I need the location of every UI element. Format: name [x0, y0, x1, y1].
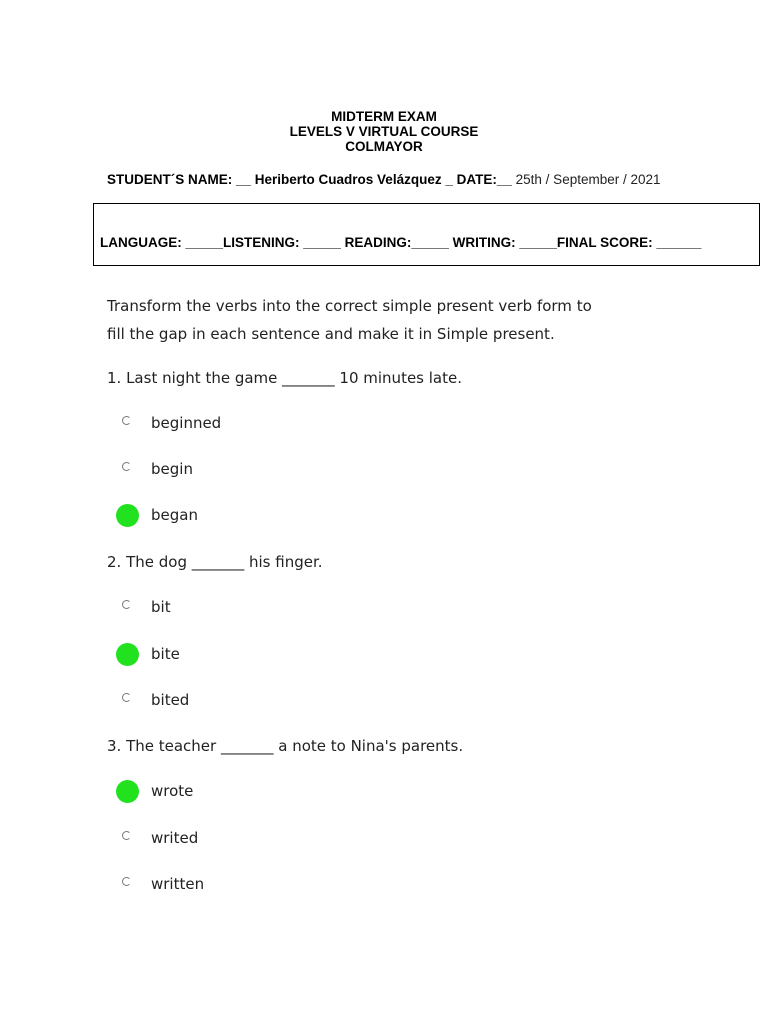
option-label: began [151, 506, 198, 524]
radio-button[interactable] [122, 416, 131, 425]
score-box [93, 203, 760, 266]
option-q3-a[interactable] [118, 782, 338, 808]
radio-button[interactable] [116, 504, 139, 527]
option-q1-b[interactable] [118, 460, 338, 486]
question-2-text: 2. The dog _______ his finger. [107, 553, 323, 571]
student-name-label: STUDENT´S NAME: __ [107, 172, 252, 187]
radio-button[interactable] [122, 831, 131, 840]
instructions-line-1: Transform the verbs into the correct simple present verb form to [107, 297, 592, 315]
option-label: wrote [151, 782, 194, 800]
date-label: _ DATE:__ [445, 172, 512, 187]
score-fields: LANGUAGE: _____LISTENING: _____ READING:_____ WRITING: _____FINAL SCORE: ______ [100, 235, 702, 250]
course-title: LEVELS V VIRTUAL COURSE [289, 124, 479, 139]
exam-title: MIDTERM EXAM [331, 109, 437, 124]
date-value: 25th / September / 2021 [515, 172, 661, 187]
radio-button[interactable] [122, 877, 131, 886]
option-label: bite [151, 645, 180, 663]
option-q3-c[interactable] [118, 875, 338, 901]
option-q2-c[interactable] [118, 691, 338, 717]
instructions-line-2: fill the gap in each sentence and make it in Simple present. [107, 325, 555, 343]
question-1-text: 1. Last night the game _______ 10 minutes late. [107, 369, 462, 387]
option-q2-a[interactable] [118, 598, 338, 624]
option-label: begin [151, 460, 193, 478]
radio-button[interactable] [122, 693, 131, 702]
option-q2-b[interactable] [118, 645, 338, 671]
radio-button[interactable] [116, 643, 139, 666]
option-label: bited [151, 691, 190, 709]
radio-button[interactable] [122, 462, 131, 471]
institution-title: COLMAYOR [345, 139, 423, 154]
question-3-text: 3. The teacher _______ a note to Nina's parents. [107, 737, 464, 755]
option-label: beginned [151, 414, 222, 432]
student-info-row [107, 172, 661, 187]
option-label: writed [151, 829, 199, 847]
instructions [107, 292, 707, 348]
option-label: written [151, 875, 205, 893]
radio-button[interactable] [116, 780, 139, 803]
option-q1-c[interactable] [118, 506, 338, 532]
radio-button[interactable] [122, 600, 131, 609]
exam-header [0, 109, 768, 154]
option-q1-a[interactable] [118, 414, 338, 440]
option-label: bit [151, 598, 171, 616]
option-q3-b[interactable] [118, 829, 338, 855]
student-name-value: Heriberto Cuadros Velázquez [254, 172, 442, 187]
